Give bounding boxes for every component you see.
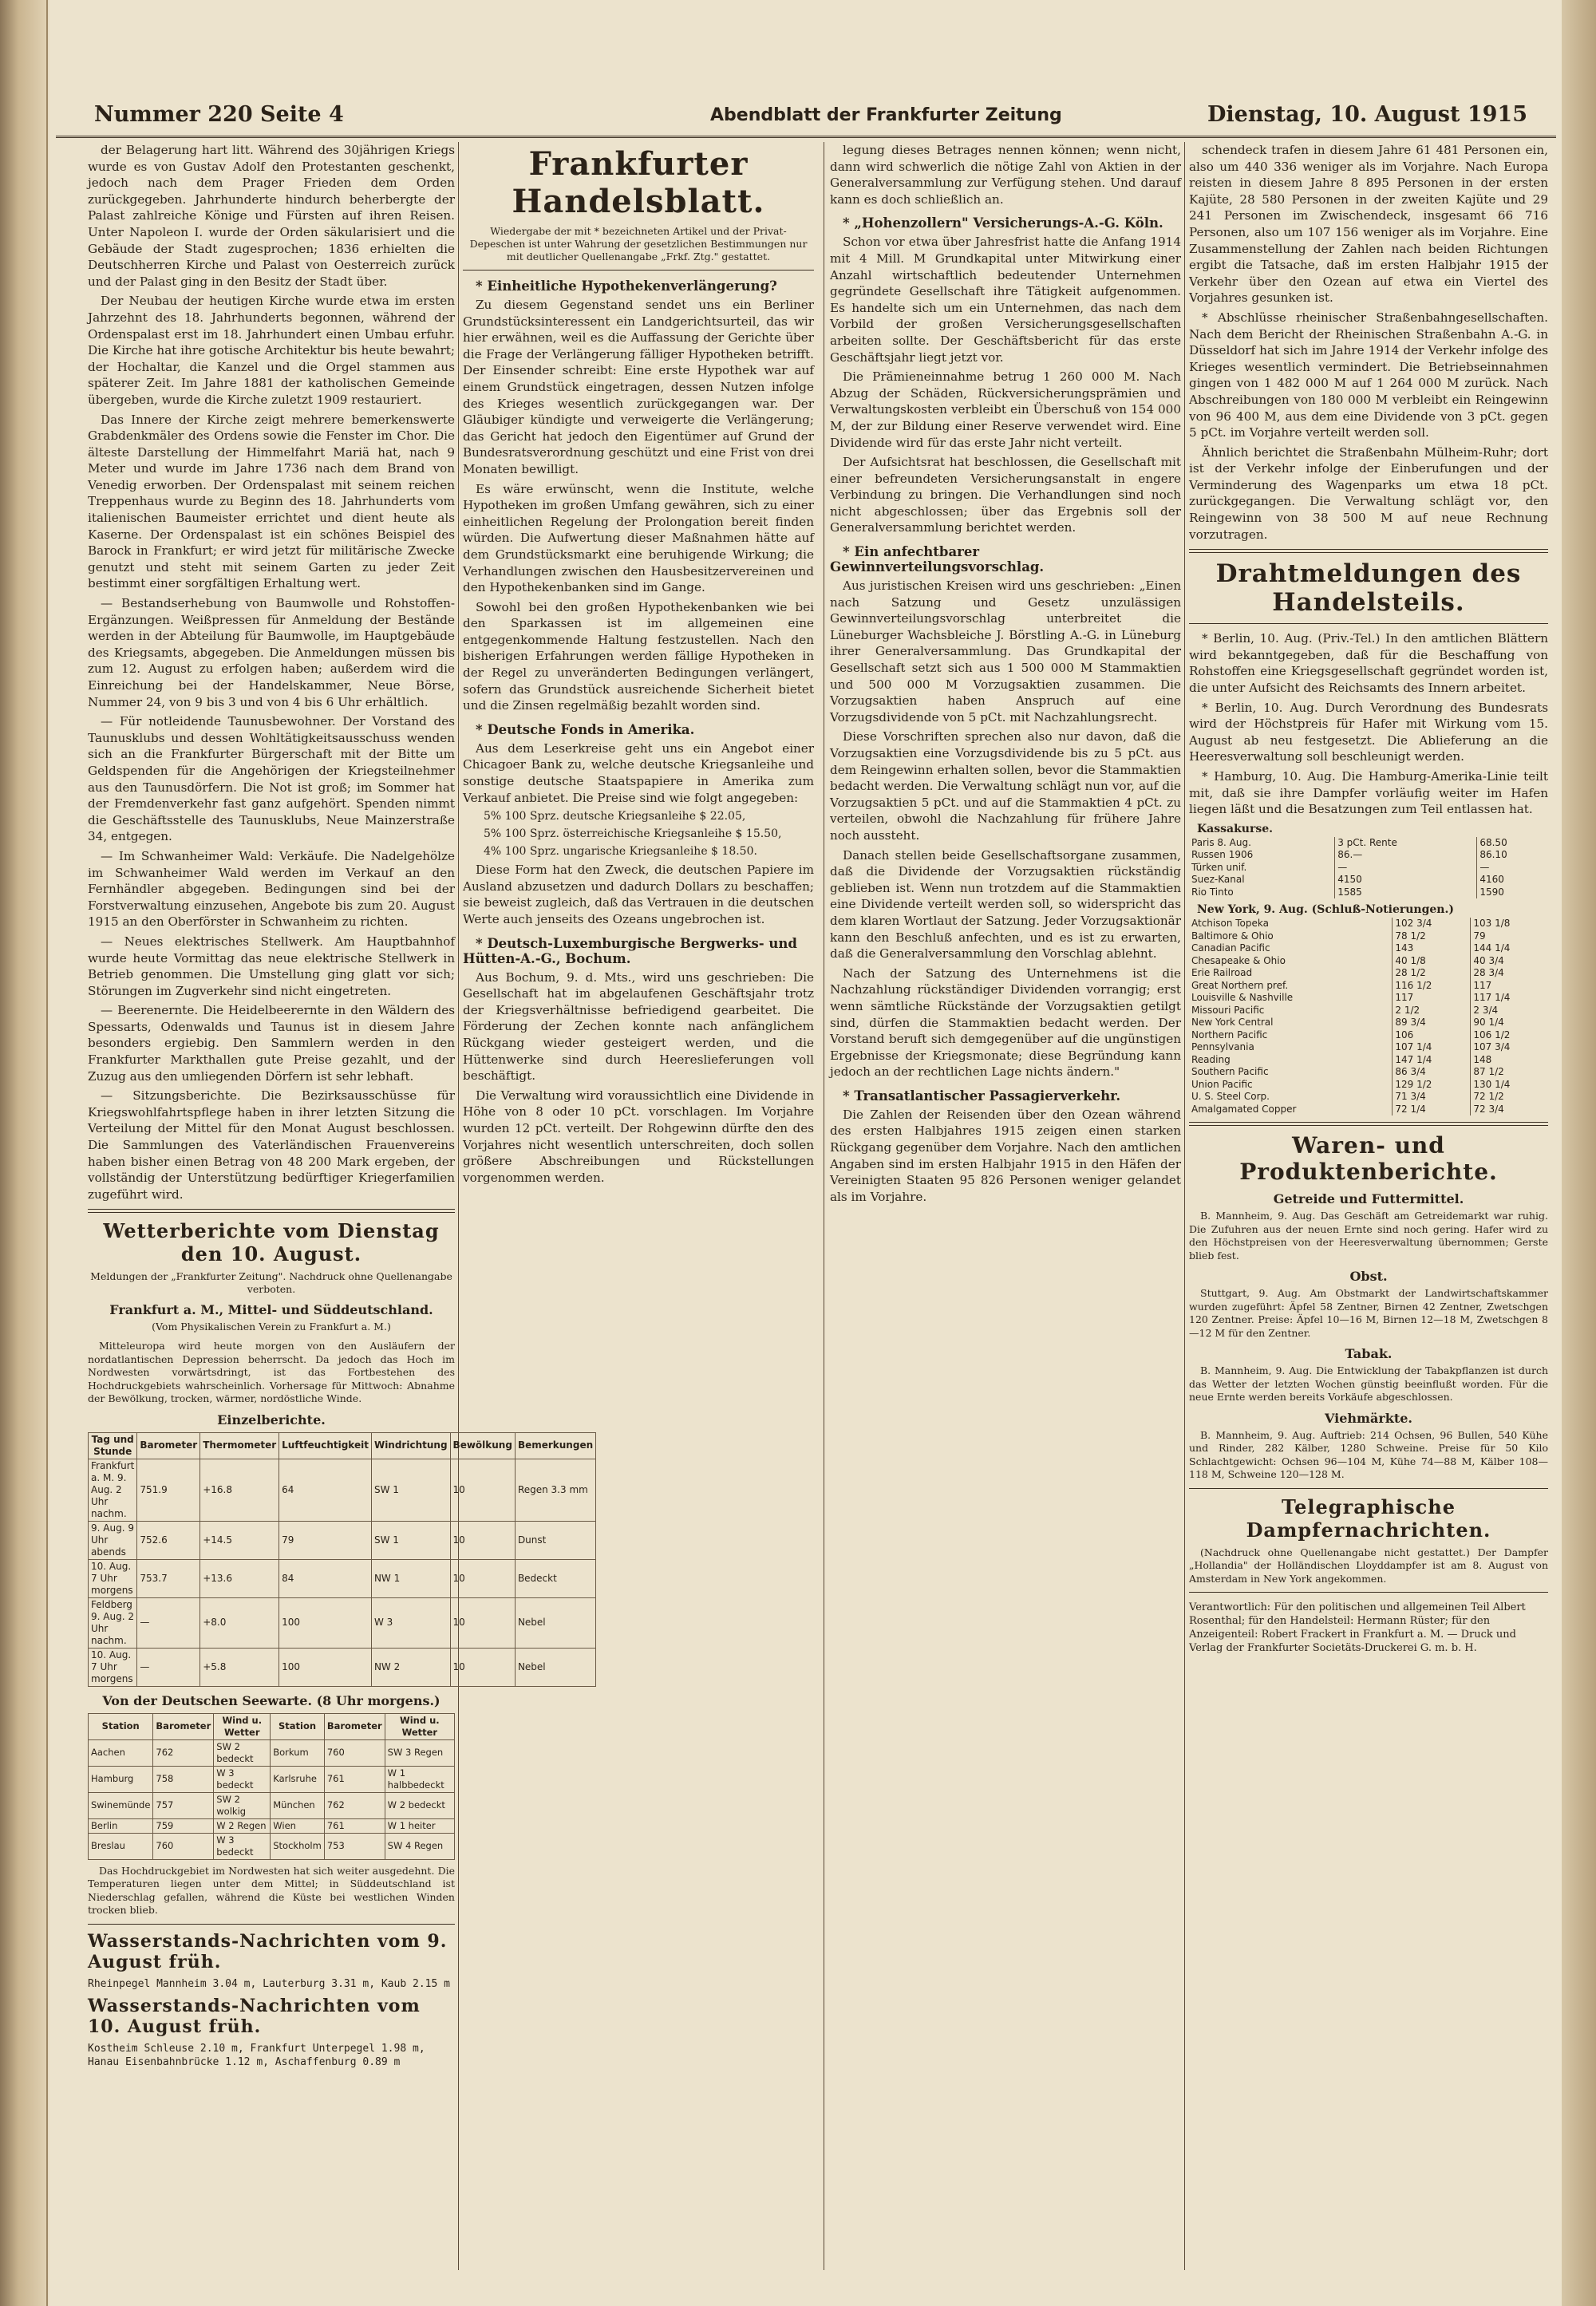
article-paragraph: Danach stellen beide Gesellschaftsorgane zusammen, daß die Dividende der Vorzugsaktien rückständig geblieben ist. Wenn nun trotzdem auf die Stammaktien eine Dividende verteilt werden soll, so widerspricht das dem klaren Wortlaut der Satzung. Jeder Vorzugsaktionär kann den Beschluß anfechten, und es ist zu erwarten, daß die Generalversammlung den Vorschlag ablehnt. [830, 847, 1181, 961]
waren-title: Waren- und Produktenberichte. [1239, 1132, 1498, 1186]
article-paragraph: Sowohl bei den großen Hypothekenbanken wie bei den Sparkassen ist im allgemeinen eine entgegenkommende Haltung festzustellen. Nach den bisherigen Erfahrungen werden fällige Hypotheken in der Regel zu unveränderten Bedingungen verlängert, sofern das Grundstück ausreichende Sicherheit bietet und die Zinsen regelmäßig bezahlt worden sind. [463, 599, 814, 713]
table-cell: 72 3/4 [1473, 1103, 1504, 1115]
table-cell: W 3 bedeckt [214, 1766, 271, 1792]
table-cell: Amalgamated Copper [1189, 1104, 1393, 1116]
waren-report: B. Mannheim, 9. Aug. Die Entwicklung der Tabakpflanzen ist durch das Wetter der letzten Wochen günstig beeinflußt worden. Für die neue Ernte werden bereits Vorkäufe abgeschlossen. [1189, 1364, 1548, 1404]
table-cell: 117 [1393, 992, 1471, 1005]
table-cell: 79 [279, 1521, 372, 1559]
table-cell: Paris 8. Aug. [1189, 837, 1335, 850]
section-divider [1189, 623, 1548, 624]
table-cell: Suez-Kanal [1189, 874, 1335, 886]
table-header: Windrichtung [371, 1432, 450, 1459]
article-paragraph: Zu diesem Gegenstand sendet uns ein Berliner Grundstücksinteressent ein Landgerichtsurteil, das wir hier erwähnen, weil es die Auffassung der Gerichte über die Frage der Verlängerung fälliger Hypotheken betrifft. Der Einsender schreibt: Eine erste Hypothek war auf einem Grundstück eingetragen, dessen Nutzen infolge des Krieges wesentlich zurückgegangen war. Der Gläubiger kündigte und verweigerte die Verlängerung; das Gericht hat jedoch den Eigentümer auf Grund der Bundesratsverordnung geschützt und eine Frist von drei Monaten bewilligt. [463, 298, 814, 476]
section-divider [1189, 1592, 1548, 1593]
table-header: Station [271, 1713, 325, 1739]
waren-report: Stuttgart, 9. Aug. Am Obstmarkt der Landwirtschaftskammer wurden zugeführt: Äpfel 58 Zentner, Birnen 42 Zentner, Zwetschgen 120 Zentner. Preise: Äpfel 10—16 M, Birnen 12—18 M, Zwetschgen 8—12 M für den Zentner. [1189, 1287, 1548, 1339]
table-cell: 103 1/8 [1473, 918, 1511, 930]
table-cell: Canadian Pacific [1189, 942, 1393, 955]
table-cell: 759 [153, 1818, 214, 1833]
table-cell: 4160 [1479, 874, 1504, 886]
issue-number: Nummer 220 Seite 4 [94, 102, 344, 127]
section-divider [88, 1924, 455, 1925]
table-row [89, 1766, 455, 1792]
table-cell: 10 [450, 1459, 515, 1521]
table-cell: 117 [1473, 979, 1492, 991]
masthead [56, 96, 1556, 138]
table-cell: Northern Pacific [1189, 1029, 1393, 1042]
table-header: Bewölkung [450, 1432, 515, 1459]
table-header: Luftfeuchtigkeit [279, 1432, 372, 1459]
table-row [89, 1739, 455, 1766]
section-divider [88, 1209, 455, 1213]
table-cell: 144 1/4 [1473, 942, 1511, 954]
table-header: Barometer [137, 1432, 200, 1459]
page-stack-edge [1562, 0, 1596, 2306]
weather-subtitle: Meldungen der „Frankfurter Zeitung". Nachdruck ohne Quellenangabe verboten. [90, 1270, 452, 1296]
table-cell: W 2 Regen [214, 1818, 271, 1833]
local-notice: — Für notleidende Taunusbewohner. Der Vorstand des Taunusklubs und dessen Wohltätigkeitsausschuss wenden sich an die Frankfurter Bürgerschaft mit der Bitte um Geldspenden für die Angehörigen der Kriegsteilnehmer aus den Taunusdörfern. Die Not ist groß; im Sommer hat der Fremdenverkehr fast ganz aufgehört. Spenden nimmt die Geschäftsstelle des Taunusklubs, Neue Mainzerstraße 34, entgegen. [88, 714, 455, 844]
table-cell: 762 [324, 1792, 385, 1818]
table-cell: 10. Aug. 7 Uhr morgens [89, 1648, 137, 1686]
table-cell: 40 1/8 [1393, 955, 1471, 968]
table-cell: 107 1/4 [1393, 1041, 1471, 1054]
weather-station-note: (Vom Physikalischen Verein zu Frankfurt a. M.) [152, 1321, 391, 1333]
table-cell: +16.8 [200, 1459, 279, 1521]
local-notice: — Im Schwanheimer Wald: Verkäufe. Die Nadelgehölze im Schwanheimer Wald werden im Verkauf an den Fernhändler abgegeben. Bedingungen sind bei der Forstverwaltung einzusehen, Angebote bis zum 20. August 1915 an den Oberförster in Schwanheim zu richten. [88, 848, 455, 930]
waren-section-heading: Viehmärkte. [1325, 1410, 1412, 1426]
table-cell: 751.9 [137, 1459, 200, 1521]
table-cell: Chesapeake & Ohio [1189, 955, 1393, 968]
table-cell: Stockholm [271, 1833, 325, 1859]
column-4 [1189, 142, 1548, 2270]
article-heading: * Transatlantischer Passagierverkehr. [843, 1088, 1121, 1104]
section-divider [1189, 1488, 1548, 1489]
table-cell: Southern Pacific [1189, 1066, 1393, 1079]
table-cell: 72 1/2 [1473, 1091, 1504, 1103]
table-cell: 129 1/2 [1393, 1079, 1471, 1092]
table-cell: Frankfurt a. M. 9. Aug. 2 Uhr nachm. [89, 1459, 137, 1521]
binding-edge [46, 0, 48, 2306]
table-cell: 106 [1393, 1029, 1471, 1042]
table-cell: SW 4 Regen [385, 1833, 454, 1859]
table-cell: +5.8 [200, 1648, 279, 1686]
waren-section-heading: Obst. [1349, 1269, 1388, 1285]
table-cell: W 3 [371, 1597, 450, 1648]
table-cell: Pennsylvania [1189, 1041, 1393, 1054]
table-cell: Borkum [271, 1739, 325, 1766]
table-cell: New York Central [1189, 1017, 1393, 1029]
table-cell: 2 3/4 [1473, 1004, 1499, 1016]
table-cell: +14.5 [200, 1521, 279, 1559]
table-cell: 753.7 [137, 1559, 200, 1597]
table-cell: 71 3/4 [1393, 1091, 1471, 1104]
article-paragraph: Ähnlich berichtet die Straßenbahn Mülheim-Ruhr; dort ist der Verkehr infolge der Einberufungen und der Verminderung des Wagenparks um etwa 18 pCt. zurückgegangen. Die Verwaltung schlägt vor, den Reingewinn von 38 500 M auf neue Rechnung vorzutragen. [1189, 444, 1548, 542]
table-cell: 86 3/4 [1393, 1066, 1471, 1079]
local-notice: — Sitzungsberichte. Die Bezirksausschüsse für Kriegswohlfahrtspflege haben in ihrer letzten Sitzung die Verteilung der Mittel für den Monat August beschlossen. Die Sammlungen des Vaterländischen Frauenvereins haben bisher einen Betrag von 48 200 Mark ergeben, der vollständig der Unterstützung bedürftiger Kriegerfamilien zugeführt wird. [88, 1088, 455, 1202]
table-cell: 9. Aug. 9 Uhr abends [89, 1521, 137, 1559]
table-cell: 760 [153, 1833, 214, 1859]
table-cell: 1585 [1335, 886, 1477, 899]
table-cell: 761 [324, 1818, 385, 1833]
table-row [1189, 1054, 1548, 1067]
table-cell: Bedeckt [515, 1559, 595, 1597]
article-heading: * Einheitliche Hypothekenverlängerung? [476, 278, 777, 294]
seewarte-text: Das Hochdruckgebiet im Nordwesten hat sich weiter ausgedehnt. Die Temperaturen liegen unter dem Mittel; in Süddeutschland ist Niederschlag gefallen, während die Küste bei westlichen Winden trocken blieb. [88, 1864, 455, 1917]
article-heading: * „Hohenzollern" Versicherungs-A.-G. Köln. [843, 215, 1163, 231]
table-cell: — [137, 1648, 200, 1686]
table-cell: Hamburg [89, 1766, 153, 1792]
water-levels-title-2: Wasserstands-Nachrichten vom 10. August früh. [88, 1995, 421, 2037]
table-header: Wind u. Wetter [214, 1713, 271, 1739]
kassakurse-title: Kassakurse. [1197, 822, 1273, 835]
seewarte-title: Von der Deutschen Seewarte. (8 Uhr morgens.) [102, 1692, 440, 1708]
waren-report: B. Mannheim, 9. Aug. Das Geschäft am Getreidemarkt war ruhig. Die Zufuhren aus der neuen Ernte sind noch gering. Hafer wird zu den Höchstpreisen von der Heeresverwaltung übernommen; Gerste blieb fest. [1189, 1210, 1548, 1262]
table-cell: Erie Railroad [1189, 967, 1393, 980]
handelsblatt-title: Frankfurter Handelsblatt. [512, 145, 765, 220]
article-paragraph: der Belagerung hart litt. Während des 30jährigen Kriegs wurde es von Gustav Adolf den Protestanten geschenkt, jedoch nach dem Prager Frieden dem Orden zurückgegeben. Jahrhunderte hindurch beherbergte der Palast zahlreiche Könige und Fürsten auf ihren Reisen. Unter Napoleon I. wurde der Orden säkularisiert und die Gebäude der Stadt zugesprochen; 1836 erhielten die Deutschherren Kirche und Palast von Oesterreich zurück und der Palast ging in den Besitz der Stadt über. [88, 143, 455, 289]
table-cell: Breslau [89, 1833, 153, 1859]
table-header: Barometer [324, 1713, 385, 1739]
table-header: Bemerkungen [515, 1432, 595, 1459]
table-cell: 1590 [1479, 886, 1504, 898]
article-paragraph: Der Aufsichtsrat hat beschlossen, die Gesellschaft mit einer befreundeten Versicherungsanstalt in engere Verbindung zu bringen. Die Verhandlungen sind noch nicht abgeschlossen; über das Ergebnis soll der Generalversammlung berichtet werden. [830, 455, 1181, 535]
table-cell: 90 1/4 [1473, 1017, 1504, 1029]
list-item: 5% 100 Sprz. deutsche Kriegsanleihe $ 22.05, [484, 810, 746, 823]
article-paragraph: schendeck trafen in diesem Jahre 61 481 Personen ein, also um 440 336 weniger als im Vorjahre. Nach Europa reisten in diesem Jahre 8 895 Personen in der ersten Kajüte, 28 580 Personen in der zweiten Kajüte und 29 241 Personen im Zwischendeck, insgesamt 66 716 Personen, also um 107 156 weniger als im Vorjahre. Eine Zusammenstellung der Zahlen nach beiden Richtungen ergibt die Tatsache, daß im ersten Halbjahr 1915 der Verkehr über den Ozean auf etwa ein Viertel des Vorjahres gesunken ist. [1189, 143, 1548, 306]
section-divider [1189, 549, 1548, 553]
table-cell: SW 3 Regen [385, 1739, 454, 1766]
table-cell: 100 [279, 1597, 372, 1648]
table-cell: 2 1/2 [1393, 1005, 1471, 1017]
table-cell: Nebel [515, 1597, 595, 1648]
telegram-report: * Berlin, 10. Aug. Durch Verordnung des Bundesrats wird der Höchstpreis für Hafer mit Wirkung vom 15. August ab neu festgesetzt. Die Ablieferung an die Heeresverwaltung soll beschleunigt werden. [1189, 700, 1548, 764]
table-cell: 10 [450, 1559, 515, 1597]
water-levels-title: Wasserstands-Nachrichten vom 9. August früh. [88, 1930, 448, 1972]
article-paragraph: legung dieses Betrages nennen können; wenn nicht, dann wird schwerlich die nötige Zahl von Aktien in der Generalversammlung zur Verfügung stehen. Und darauf kann es doch schließlich an. [830, 143, 1181, 207]
table-cell: 78 1/2 [1393, 930, 1471, 943]
table-row [1189, 955, 1548, 968]
article-paragraph: Die Verwaltung wird voraussichtlich eine Dividende in Höhe von 8 oder 10 pCt. vorschlagen. Im Vorjahre wurden 12 pCt. verteilt. Der Rohgewinn dürfte den des Vorjahres nicht wesentlich unterschreiten, doch sollen größere Abschreibungen und Rückstellungen vorgenommen werden. [463, 1088, 814, 1185]
table-row [1189, 930, 1548, 943]
table-cell: 762 [153, 1739, 214, 1766]
table-cell: Great Northern pref. [1189, 980, 1393, 993]
table-cell: W 2 bedeckt [385, 1792, 454, 1818]
newspaper-name: Abendblatt der Frankfurter Zeitung [710, 105, 1062, 125]
table-row [1189, 1017, 1548, 1029]
table-cell: 40 3/4 [1473, 954, 1504, 966]
weather-title: Wetterberichte vom Dienstag den 10. August. [103, 1219, 440, 1266]
table-cell: 79 [1473, 930, 1486, 942]
table-cell: Reading [1189, 1054, 1393, 1067]
table-cell: 130 1/4 [1473, 1078, 1511, 1090]
table-cell: 758 [153, 1766, 214, 1792]
table-cell: Karlsruhe [271, 1766, 325, 1792]
article-paragraph: Die Zahlen der Reisenden über den Ozean während des ersten Halbjahres 1915 zeigen einen starken Rückgang gegenüber dem Vorjahre. Nach den amtlichen Angaben sind im ersten Halbjahr 1915 in den Häfen der Vereinigten Staaten 95 826 Personen weniger gelandet als im Vorjahre. [830, 1107, 1181, 1204]
weather-region: Frankfurt a. M., Mittel- und Süddeutschland. [109, 1302, 433, 1318]
table-cell: W 1 halbbedeckt [385, 1766, 454, 1792]
article-paragraph: Aus juristischen Kreisen wird uns geschrieben: „Einen nach Satzung und Gesetz unzulässigen Gewinnverteilungsvorschlag unterbreitet die Lüneburger Wachsbleiche J. Börstling A.-G. in Lüneburg ihrer Generalversammlung. Das Grundkapital der Gesellschaft setzt sich aus 1 500 000 M Stammaktien und 500 000 M Vorzugsaktien zusammen. Die Vorzugsaktien haben Anspruch auf eine Vorzugsdividende von 5 pCt. mit Nachzahlungsrecht. [830, 578, 1181, 725]
table-cell: W 1 heiter [385, 1818, 454, 1833]
table-cell: 87 1/2 [1473, 1066, 1504, 1078]
table-header: Wind u. Wetter [385, 1713, 454, 1739]
table-cell: U. S. Steel Corp. [1189, 1091, 1393, 1104]
table-row [1189, 1066, 1548, 1079]
article-paragraph: Schon vor etwa über Jahresfrist hatte die Anfang 1914 mit 4 Mill. M Grundkapital unter Mitwirkung einer Anzahl wirtschaftlich bedeutender Unternehmen gegründete Gesellschaft ihre Tätigkeit aufgenommen. Es handelte sich um ein Unternehmen, das nach dem Vorbild der großen Versicherungsgesellschaften arbeiten sollte. Der Geschäftsbericht für das erste Geschäftsjahr liegt jetzt vor. [830, 235, 1181, 365]
table-cell: Louisville & Nashville [1189, 992, 1393, 1005]
table-row [1189, 980, 1548, 993]
table-cell: Nebel [515, 1648, 595, 1686]
table-cell: W 3 bedeckt [214, 1833, 271, 1859]
table-header: Tag und Stunde [89, 1432, 137, 1459]
article-paragraph: * Abschlüsse rheinischer Straßenbahngesellschaften. Nach dem Bericht der Rheinischen Straßenbahn A.-G. in Düsseldorf hat sich im Jahre 1914 der Verkehr infolge des Krieges wesentlich vermindert. Die Betriebseinnahmen gingen von 1 482 000 M auf 1 264 000 M zurück. Nach Abschreibungen von 180 000 M verbleibt ein Reingewinn von 96 400 M, aus dem eine Dividende von 3 pCt. gegen 5 pCt. im Vorjahre verteilt werden soll. [1189, 310, 1548, 440]
table-row [1189, 837, 1548, 850]
column-3 [830, 142, 1181, 2270]
table-cell: 102 3/4 [1393, 918, 1471, 930]
table-cell: 752.6 [137, 1521, 200, 1559]
table-header: Station [89, 1713, 153, 1739]
table-row [1189, 967, 1548, 980]
table-cell: 107 3/4 [1473, 1041, 1511, 1053]
list-item: 5% 100 Sprz. österreichische Kriegsanleihe $ 15.50, [484, 827, 782, 841]
issue-date: Dienstag, 10. August 1915 [1207, 102, 1527, 127]
article-paragraph: Diese Vorschriften sprechen also nur davon, daß die Vorzugsaktien eine Vorzugsdividende bis zu 5 pCt. aus dem Reingewinn erhalten sollen, bevor die Stammaktien bedacht werden. Die Verwaltung schlägt nun vor, auf die Vorzugsaktien 5 pCt. und auf die Stammaktien 4 pCt. zu verteilen, obwohl die Nachzahlung für frühere Jahre noch aussteht. [830, 729, 1181, 843]
table-cell: Rio Tinto [1189, 886, 1335, 899]
table-row [1189, 862, 1548, 875]
table-cell: 89 3/4 [1393, 1017, 1471, 1029]
table-cell: Dunst [515, 1521, 595, 1559]
column-2 [463, 142, 814, 2270]
table-cell: Union Pacific [1189, 1079, 1393, 1092]
table-row [89, 1833, 455, 1859]
table-cell: 10 [450, 1648, 515, 1686]
table-cell: Missouri Pacific [1189, 1005, 1393, 1017]
table-cell: SW 1 [371, 1459, 450, 1521]
table-cell: SW 1 [371, 1521, 450, 1559]
table-row [1189, 874, 1548, 886]
table-row [1189, 1091, 1548, 1104]
imprint: Verantwortlich: Für den politischen und allgemeinen Teil Albert Rosenthal; für den Handelsteil: Hermann Rüster; für den Anzeigenteil: Robert Frackert in Frankfurt a. M. — Druck und Verlag der Frankfurter Societäts-Druckerei G. m. b. H. [1189, 1601, 1526, 1655]
article-paragraph: Nach der Satzung des Unternehmens ist die Nachzahlung rückständiger Dividenden vorrangig; erst wenn sämtliche Rückstände der Vorzugsaktien getilgt sind, dürfen die Stammaktien bedacht werden. Der Vorstand beruft sich demgegenüber auf die ungünstigen Ergebnisse der Kriegsmonate; diese Begründung kann jedoch an der rechtlichen Lage nichts ändern." [830, 965, 1181, 1080]
table-cell: Berlin [89, 1818, 153, 1833]
table-cell: 760 [324, 1739, 385, 1766]
table-cell: Türken unif. [1189, 862, 1335, 875]
table-cell: Swinemünde [89, 1792, 153, 1818]
table-cell: München [271, 1792, 325, 1818]
table-cell: +8.0 [200, 1597, 279, 1648]
table-cell: 148 [1473, 1053, 1492, 1065]
table-row [1189, 942, 1548, 955]
table-cell: Russen 1906 [1189, 849, 1335, 862]
table-row [1189, 1005, 1548, 1017]
table-cell: 147 1/4 [1393, 1054, 1471, 1067]
table-cell: 68.50 [1479, 836, 1507, 848]
local-notice: — Beerenernte. Die Heidelbeerernte in den Wäldern des Spessarts, Odenwalds und Taunus ist in diesem Jahre besonders ergiebig. Den Sammlern werden in den Frankfurter Markthallen gute Preise gezahlt, und der Zuzug aus den umliegenden Dörfern ist sehr lebhaft. [88, 1003, 455, 1084]
table-cell: 28 3/4 [1473, 967, 1504, 979]
water-levels-line: Rheinpegel Mannheim 3.04 m, Lauterburg 3.31 m, Kaub 2.15 m [88, 1977, 450, 1990]
table-cell: 86.— [1335, 849, 1477, 862]
article-paragraph: Der Neubau der heutigen Kirche wurde etwa im ersten Jahrzehnt des 18. Jahrhunderts begonnen, während der Ordenspalast erst im 18. Jahrhundert einen Umbau erfuhr. Die Kirche hat ihre gotische Architektur bis heute bewahrt; der Hochaltar, die Kanzel und die Orgel stammen aus späterer Zeit. Im Jahre 1881 der katholischen Gemeinde übergeben, wurde die Kirche zuletzt 1909 restauriert. [88, 294, 455, 407]
table-cell: +13.6 [200, 1559, 279, 1597]
table-cell: 64 [279, 1459, 372, 1521]
table-cell: 753 [324, 1833, 385, 1859]
weather-table-title: Einzelberichte. [217, 1412, 326, 1427]
table-cell: Aachen [89, 1739, 153, 1766]
article-paragraph: Aus dem Leserkreise geht uns ein Angebot einer Chicagoer Bank zu, welche deutsche Kriegsanleihe und sonstige deutsche Staatspapiere in Amerika zum Verkauf anbietet. Die Preise sind wie folgt angegeben: [463, 740, 814, 805]
table-cell: 10 [450, 1521, 515, 1559]
table-cell: — [137, 1597, 200, 1648]
table-cell: 106 1/2 [1473, 1029, 1511, 1040]
table-cell: Regen 3.3 mm [515, 1459, 595, 1521]
table-row [1189, 1029, 1548, 1042]
section-divider [1189, 1122, 1548, 1126]
table-cell: 4150 [1335, 874, 1477, 886]
table-cell: SW 2 bedeckt [214, 1739, 271, 1766]
table-cell: 28 1/2 [1393, 967, 1471, 980]
table-cell: 100 [279, 1648, 372, 1686]
table-cell: Wien [271, 1818, 325, 1833]
table-cell: NW 2 [371, 1648, 450, 1686]
table-cell: 116 1/2 [1393, 980, 1471, 993]
newyork-title: New York, 9. Aug. (Schluß-Notierungen.) [1197, 903, 1454, 917]
column-rule [458, 142, 459, 2270]
table-cell: — [1479, 861, 1490, 873]
telegram-report: * Hamburg, 10. Aug. Die Hamburg-Amerika-Linie teilt mit, daß sie ihre Dampfer vorläufig weiter im Hafen liegen läßt und die Besatzungen zum Teil entlassen hat. [1189, 769, 1548, 817]
table-cell: — [1335, 862, 1477, 875]
table-cell: 84 [279, 1559, 372, 1597]
table-cell: 757 [153, 1792, 214, 1818]
article-paragraph: Diese Form hat den Zweck, die deutschen Papiere im Ausland abzusetzen und dadurch Dollars zu beschaffen; sie beweist zugleich, daß das Vertrauen in die deutschen Werte auch jenseits des Ozeans ungebrochen ist. [463, 863, 814, 926]
table-cell: 3 pCt. Rente [1335, 837, 1477, 850]
table-cell: 143 [1393, 942, 1471, 955]
local-notice: — Bestandserhebung von Baumwolle und Rohstoffen-Ergänzungen. Weißpressen für Anmeldung der Bestände werden in der Abteilung für Baumwolle, im Hauptgebäude des Kriegsamts, abgegeben. Die Anmeldungen müssen bis zum 12. August zu erfolgen haben; außerdem wird die Einreichung bei der Handelskammer, Neue Börse, Nummer 24, von 9 bis 3 und von 4 bis 6 Uhr erhältlich. [88, 596, 455, 709]
table-cell: Feldberg 9. Aug. 2 Uhr nachm. [89, 1597, 137, 1648]
table-header: Barometer [153, 1713, 214, 1739]
waren-section-heading: Tabak. [1345, 1346, 1393, 1362]
dampfer-report: (Nachdruck ohne Quellenangabe nicht gestattet.) Der Dampfer „Hollandia" der Holländischen Lloyddampfer ist am 8. August von Amsterdam in New York angekommen. [1189, 1546, 1548, 1585]
article-heading: * Deutsch-Luxemburgische Bergwerks- und Hütten-A.-G., Bochum. [463, 935, 797, 966]
article-heading: * Deutsche Fonds in Amerika. [476, 721, 695, 737]
table-row [1189, 1104, 1548, 1116]
table-cell: 117 1/4 [1473, 992, 1511, 1004]
waren-report: B. Mannheim, 9. Aug. Auftrieb: 214 Ochsen, 96 Bullen, 540 Kühe und Rinder, 282 Kälber, 1280 Schweine. Preise für 50 Kilo Schlachtgewicht: Ochsen 96—104 M, Kühe 74—88 M, Kälber 108—118 M, Schweine 120—128 M. [1189, 1428, 1548, 1481]
table-cell: 72 1/4 [1393, 1104, 1471, 1116]
table-row [89, 1818, 455, 1833]
table-cell: Baltimore & Ohio [1189, 930, 1393, 943]
article-paragraph: Es wäre erwünscht, wenn die Institute, welche Hypotheken im großen Umfang gewähren, sich zu einer einheitlichen Regelung der Prolongation bereit finden würden. Die Aufwertung dieser Maßnahmen hätte auf dem Grundstücksmarkt eine beruhigende Wirkung; die Verhandlungen zwischen den Hausbesitzervereinen und den Hypothekenbanken sind im Gange. [463, 481, 814, 595]
table-header: Thermometer [200, 1432, 279, 1459]
table-row [1189, 1079, 1548, 1092]
table-row [1189, 918, 1548, 930]
seewarte-table [88, 1713, 455, 1860]
table-cell: 86.10 [1479, 849, 1507, 861]
table-cell: Atchison Topeka [1189, 918, 1393, 930]
article-paragraph: Aus Bochum, 9. d. Mts., wird uns geschrieben: Die Gesellschaft hat im abgelaufenen Geschäftsjahr trotz der Kriegsverhältnisse befriedigend gearbeitet. Die Förderung der Zechen konnte nach anfänglichem Rückgang wieder gesteigert werden, und die Hüttenwerke sind durch Heereslieferungen voll beschäftigt. [463, 969, 814, 1084]
table-cell: NW 1 [371, 1559, 450, 1597]
article-paragraph: Die Prämieneinnahme betrug 1 260 000 M. Nach Abzug der Schäden, Rückversicherungsprämien und Verwaltungskosten verbleibt ein Überschuß von 154 000 M, der zur Bildung einer Reserve verwendet wird. Eine Dividende wird für das erste Jahr nicht verteilt. [830, 369, 1181, 450]
dampfer-title: Telegraphische Dampfernachrichten. [1246, 1495, 1491, 1542]
article-paragraph: Das Innere der Kirche zeigt mehrere bemerkenswerte Grabdenkmäler des Ordens sowie die Fenster im Chor. Die älteste Darstellung der Himmelfahrt Mariä hat, nach 9 Meter und wurde im Jahre 1736 nach dem Brand von Venedig erworben. Der Ordenspalast mit seinem reichen Treppenhaus wurde zu Beginn des 18. Jahrhunderts vom italienischen Baumeister errichtet und dient heute als Kaserne. Der Ordenspalast ist ein schönes Beispiel des Barock in Frankfurt; er wird jetzt für militärische Zwecke genutzt und steht mit seinem Garten zu jeder Zeit bestimmt einer sorgfältigen Erhaltung wert. [88, 412, 455, 591]
table-row [89, 1792, 455, 1818]
handelsblatt-subtitle: Wiedergabe der mit * bezeichneten Artikel und der Privat-Depeschen ist unter Wahrung der gesetzlichen Bestimmungen nur mit deutlicher Quellenangabe „Frkf. Ztg." gestattet. [469, 225, 808, 263]
table-row [1189, 1041, 1548, 1054]
weather-forecast: Mitteleuropa wird heute morgen von den Ausläufern der nordatlantischen Depression beherrscht. Da jedoch das Hoch im Nordwesten vorwärtsdringt, ist das Fortbestehen des Hochdruckgebiets wahrscheinlich. Vorhersage für Mittwoch: Abnahme der Bewölkung, trocken, wärmer, nordöstliche Winde. [88, 1340, 455, 1405]
column-rule [1184, 142, 1185, 2270]
article-heading: * Ein anfechtbarer Gewinnverteilungsvorschlag. [830, 544, 1045, 575]
waren-section-heading: Getreide und Futtermittel. [1273, 1191, 1464, 1207]
book-binding [0, 0, 46, 2306]
telegram-report: * Berlin, 10. Aug. (Priv.-Tel.) In den amtlichen Blättern wird bekanntgegeben, daß für die Beschaffung von Rohstoffen eine Kriegsgesellschaft gegründet worden ist, die unter Aufsicht des Reichsamts des Innern arbeitet. [1189, 631, 1548, 696]
table-cell: 10. Aug. 7 Uhr morgens [89, 1559, 137, 1597]
drahtmeldungen-title: Drahtmeldungen des Handelsteils. [1215, 559, 1522, 618]
table-row [1189, 849, 1548, 862]
table-row [1189, 992, 1548, 1005]
local-notice: — Neues elektrisches Stellwerk. Am Hauptbahnhof wurde heute Vormittag das neue elektrische Stellwerk in Betrieb genommen. Die Umstellung ging glatt vor sich; Störungen im Zugverkehr sind nicht eingetreten. [88, 934, 455, 998]
newyork-stock-table [1189, 918, 1548, 1115]
paris-stock-table [1189, 837, 1548, 899]
water-levels-line: Kostheim Schleuse 2.10 m, Frankfurt Unterpegel 1.98 m, Hanau Eisenbahnbrücke 1.12 m, Aschaffenburg 0.89 m [88, 2042, 425, 2068]
table-cell: SW 2 wolkig [214, 1792, 271, 1818]
table-cell: 761 [324, 1766, 385, 1792]
list-item: 4% 100 Sprz. ungarische Kriegsanleihe $ 18.50. [484, 845, 757, 859]
table-row [1189, 886, 1548, 899]
table-cell: 10 [450, 1597, 515, 1648]
